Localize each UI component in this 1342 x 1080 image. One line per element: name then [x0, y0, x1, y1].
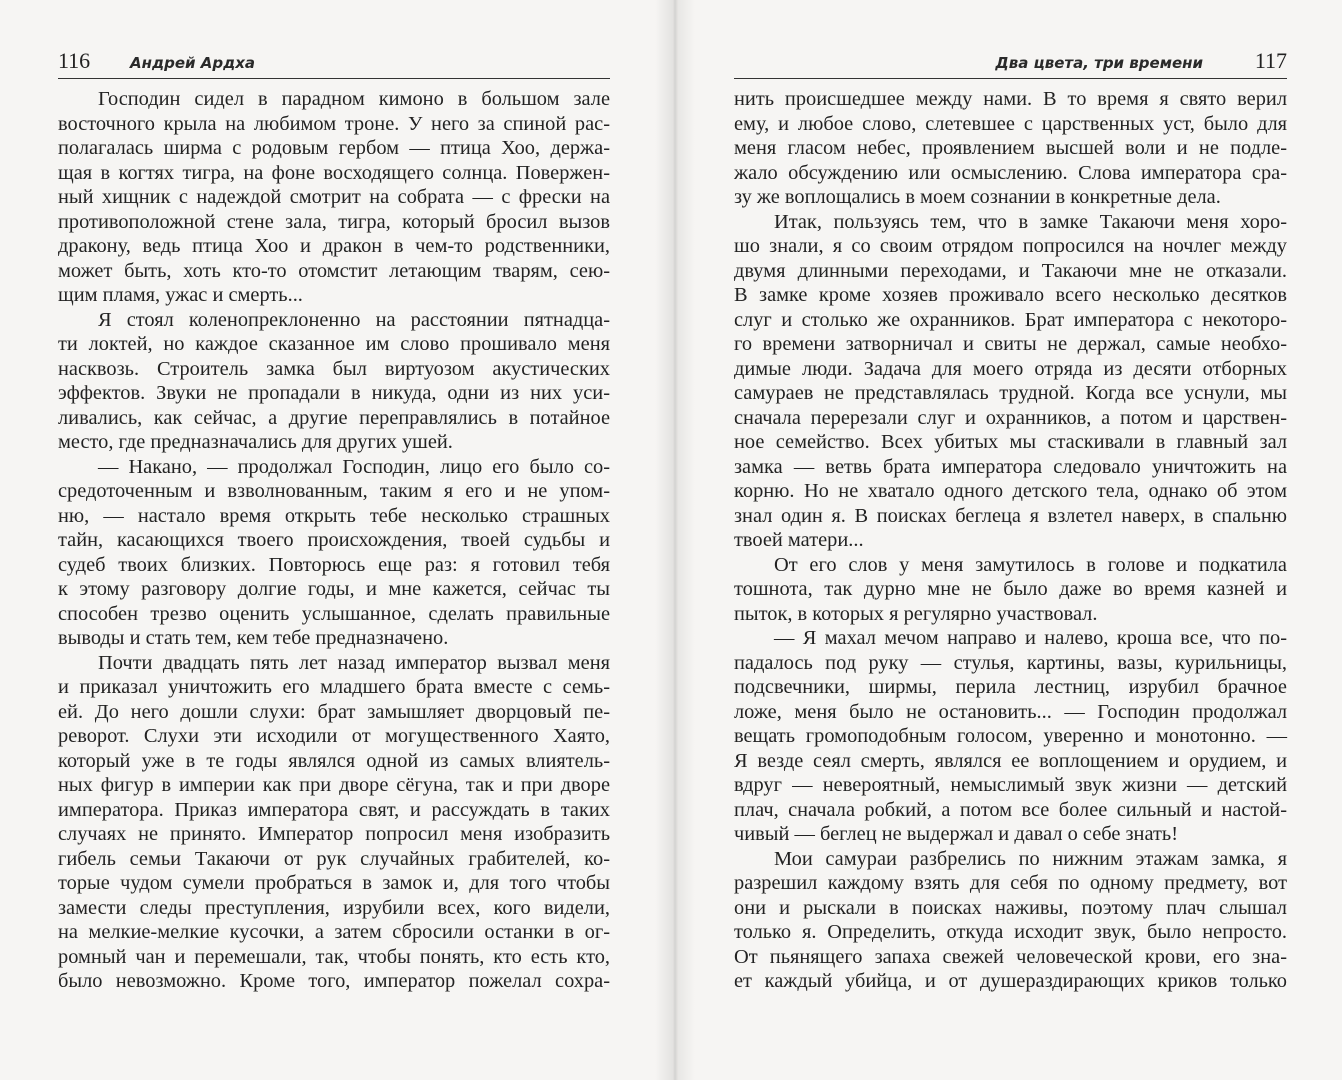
text-line: падалось под руку — стулья, картины, вазы, курильницы,: [734, 651, 1287, 674]
text-line: вдруг — невероятный, немыслимый звук жизни — детский: [734, 774, 1287, 796]
text-line: жало обсуждению или осмыслению. Слова императора сра-: [734, 161, 1287, 184]
text-line: ливались, как сейчас, а другие переправлялись в потайное: [58, 406, 610, 429]
text-line: знал один я. В поисках беглеца я взлетел наверх, в спальню: [734, 504, 1287, 527]
text-line: насквозь. Строитель замка был виртуозом акустических: [58, 357, 610, 380]
right-page-text: [734, 87, 1287, 994]
text-line: тайн, касающихся твоего происхождения, твоей судьбы и: [58, 529, 610, 551]
text-line: восточного крыла на любимом троне. У него за спиной рас-: [58, 112, 610, 135]
left-paragraph: [58, 651, 610, 994]
text-line: вещать громоподобным голосом, уверенно и монотонно. —: [734, 725, 1287, 747]
text-line: пыток, в которых я регулярно участвовал.: [734, 602, 1098, 625]
text-line: судеб твоих близких. Повторюсь еще раз: я готовил тебя: [58, 553, 610, 576]
text-line: ный хищник с надеждой смотрит на собрата — с фрески на: [58, 186, 610, 208]
text-line: и приказал уничтожить его младшего брата вместе с семь-: [58, 676, 610, 698]
left-page: [58, 0, 610, 1080]
right-running-head: Два цвета, три времени: [995, 54, 1203, 72]
left-page-header: [58, 48, 610, 79]
text-line: плач, сначала робкий, а потом все более сильный и настой-: [734, 798, 1287, 821]
text-line: корню. Но не хватало одного детского тела, однако об этом: [734, 480, 1287, 502]
right-paragraph: [734, 210, 1287, 553]
left-page-text: [58, 87, 610, 994]
text-line: замести следы преступления, изрубили всех, кого видели,: [58, 896, 610, 919]
left-paragraph: [58, 308, 610, 455]
right-paragraph: [734, 626, 1287, 847]
text-line: выводы и стать тем, кем тебе предназначено.: [58, 627, 449, 649]
text-line: ню, — настало время открыть тебе несколько страшных: [58, 504, 610, 527]
text-line: В замке кроме хозяев проживало всего несколько десятков: [734, 284, 1287, 306]
text-line: место, где предназначались для других ушей.: [58, 431, 453, 453]
text-line: го времени затворничал и свиты не держал, самые необхо-: [734, 333, 1287, 355]
text-line: щим пламя, ужас и смерть...: [58, 284, 303, 306]
text-line: может быть, хоть кто-то отомстит летающим тварям, сею-: [58, 259, 610, 282]
text-line: они и рыскали в поисках наживы, поэтому плач слышал: [734, 896, 1287, 919]
right-paragraph: [734, 847, 1287, 994]
text-line: торые чудом сумели пробраться в замок и, для того чтобы: [58, 872, 610, 894]
text-line: было невозможно. Кроме того, император пожелал сохра-: [58, 970, 610, 992]
text-line: к этому разговору долгие годы, и мне кажется, сейчас ты: [58, 578, 610, 600]
text-line: ромный чан и перемешали, так, чтобы понять, кто есть кто,: [58, 945, 610, 968]
text-line: От его слов у меня замутилось в голове и подкатила: [774, 553, 1287, 576]
text-line: ти локтей, но каждое сказанное им слово прошивало меня: [58, 333, 610, 355]
text-line: димые люди. Задача для моего отряда из десяти отборных: [734, 357, 1287, 380]
text-line: ей. До него дошли слухи: брат замышляет дворцовый пе-: [58, 700, 610, 723]
text-line: тошнота, так дурно мне не было даже во время казней и: [734, 578, 1287, 600]
left-running-head: Андрей Ардха: [130, 54, 255, 72]
right-paragraph: [734, 553, 1287, 627]
text-line: средоточенным и взволнованным, таким я его и не упом-: [58, 480, 610, 502]
text-line: Господин сидел в парадном кимоно в большом зале: [98, 88, 610, 110]
right-page-number: 117: [1254, 48, 1287, 73]
text-line: Итак, пользуясь тем, что в замке Такаючи меня хоро-: [774, 210, 1287, 233]
text-line: разрешил каждому взять для себя по одному предмету, вот: [734, 872, 1287, 894]
text-line: противоположной стене зала, тигра, который бросил вызов: [58, 210, 610, 233]
text-line: сначала перерезали слуг и охранников, а потом и царствен-: [734, 406, 1287, 429]
text-line: — Накано, — продолжал Господин, лицо его было со-: [98, 455, 610, 478]
text-line: ему, и любое слово, слетевшее с царственных уст, было для: [734, 112, 1287, 135]
text-line: нить происшедшее между нами. В то время я свято верил: [734, 88, 1287, 110]
text-line: полагалась ширма с родовым гербом — птица Хоо, держа-: [58, 137, 610, 159]
text-line: самураев не представлялась трудной. Когда все уснули, мы: [734, 382, 1287, 404]
text-line: слуг и столько же охранников. Брат императора с некоторо-: [734, 308, 1287, 331]
left-paragraph: [58, 87, 610, 308]
left-paragraph: [58, 455, 610, 651]
text-line: ет каждый убийца, и от душераздирающих криков только: [734, 970, 1287, 992]
text-line: ложе, меня было не остановить... — Господин продолжал: [734, 700, 1287, 723]
book-gutter: [655, 0, 695, 1080]
text-line: ное семейство. Всех убитых мы стаскивали в главный зал: [734, 431, 1287, 453]
text-line: который уже в те годы являлся одной из самых влиятель-: [58, 749, 610, 772]
text-line: — Я махал мечом направо и налево, кроша все, что по-: [774, 627, 1287, 649]
text-line: Почти двадцать пять лет назад император вызвал меня: [98, 651, 610, 674]
text-line: зу же воплощались в моем сознании в конкретные дела.: [734, 186, 1221, 208]
text-line: меня гласом небес, проявлением высшей воли и не подле-: [734, 137, 1287, 159]
text-line: императора. Приказ императора свят, и рассуждать в таких: [58, 798, 610, 821]
text-line: дракону, ведь птица Хоо и дракон в чем-то родственники,: [58, 235, 610, 257]
text-line: на мелкие-мелкие кусочки, а затем сбросили останки в ог-: [58, 921, 610, 943]
text-line: способен трезво оценить услышанное, сделать правильные: [58, 602, 610, 625]
right-page: [734, 0, 1287, 1080]
text-line: щая в когтях тигра, на фоне восходящего солнца. Повержен-: [58, 161, 610, 184]
text-line: шо знали, я со своим отрядом попросился на ночлег между: [734, 235, 1287, 257]
text-line: подсвечники, ширмы, перила лестниц, изрубил брачное: [734, 676, 1287, 698]
text-line: От пьянящего запаха свежей человеческой крови, его зна-: [734, 945, 1287, 968]
text-line: замка — ветвь брата императора следовало уничтожить на: [734, 455, 1287, 478]
text-line: реворот. Слухи эти исходили от могущественного Хаято,: [58, 725, 610, 747]
right-paragraph: [734, 87, 1287, 210]
text-line: чивый — беглец не выдержал и давал о себе знать!: [734, 823, 1178, 845]
text-line: случаях не принято. Император попросил меня изобразить: [58, 823, 610, 845]
text-line: гибель семьи Такаючи от рук случайных грабителей, ко-: [58, 847, 610, 870]
text-line: эффектов. Звуки не пропадали в никуда, одни из них уси-: [58, 382, 610, 404]
text-line: только я. Определить, откуда исходит звук, было непросто.: [734, 921, 1287, 943]
text-line: двумя длинными переходами, и Такаючи мне не отказали.: [734, 259, 1287, 282]
text-line: Я везде сеял смерть, являлся ее воплощением и орудием, и: [734, 749, 1287, 772]
text-line: твоей матери...: [734, 529, 864, 551]
text-line: Мои самураи разбрелись по нижним этажам замка, я: [774, 847, 1287, 870]
text-line: ных фигур в империи как при дворе сёгуна, так и при дворе: [58, 774, 610, 796]
text-line: Я стоял коленопреклоненно на расстоянии пятнадца-: [98, 308, 610, 331]
right-page-header: [734, 48, 1287, 79]
left-page-number: 116: [58, 48, 91, 73]
